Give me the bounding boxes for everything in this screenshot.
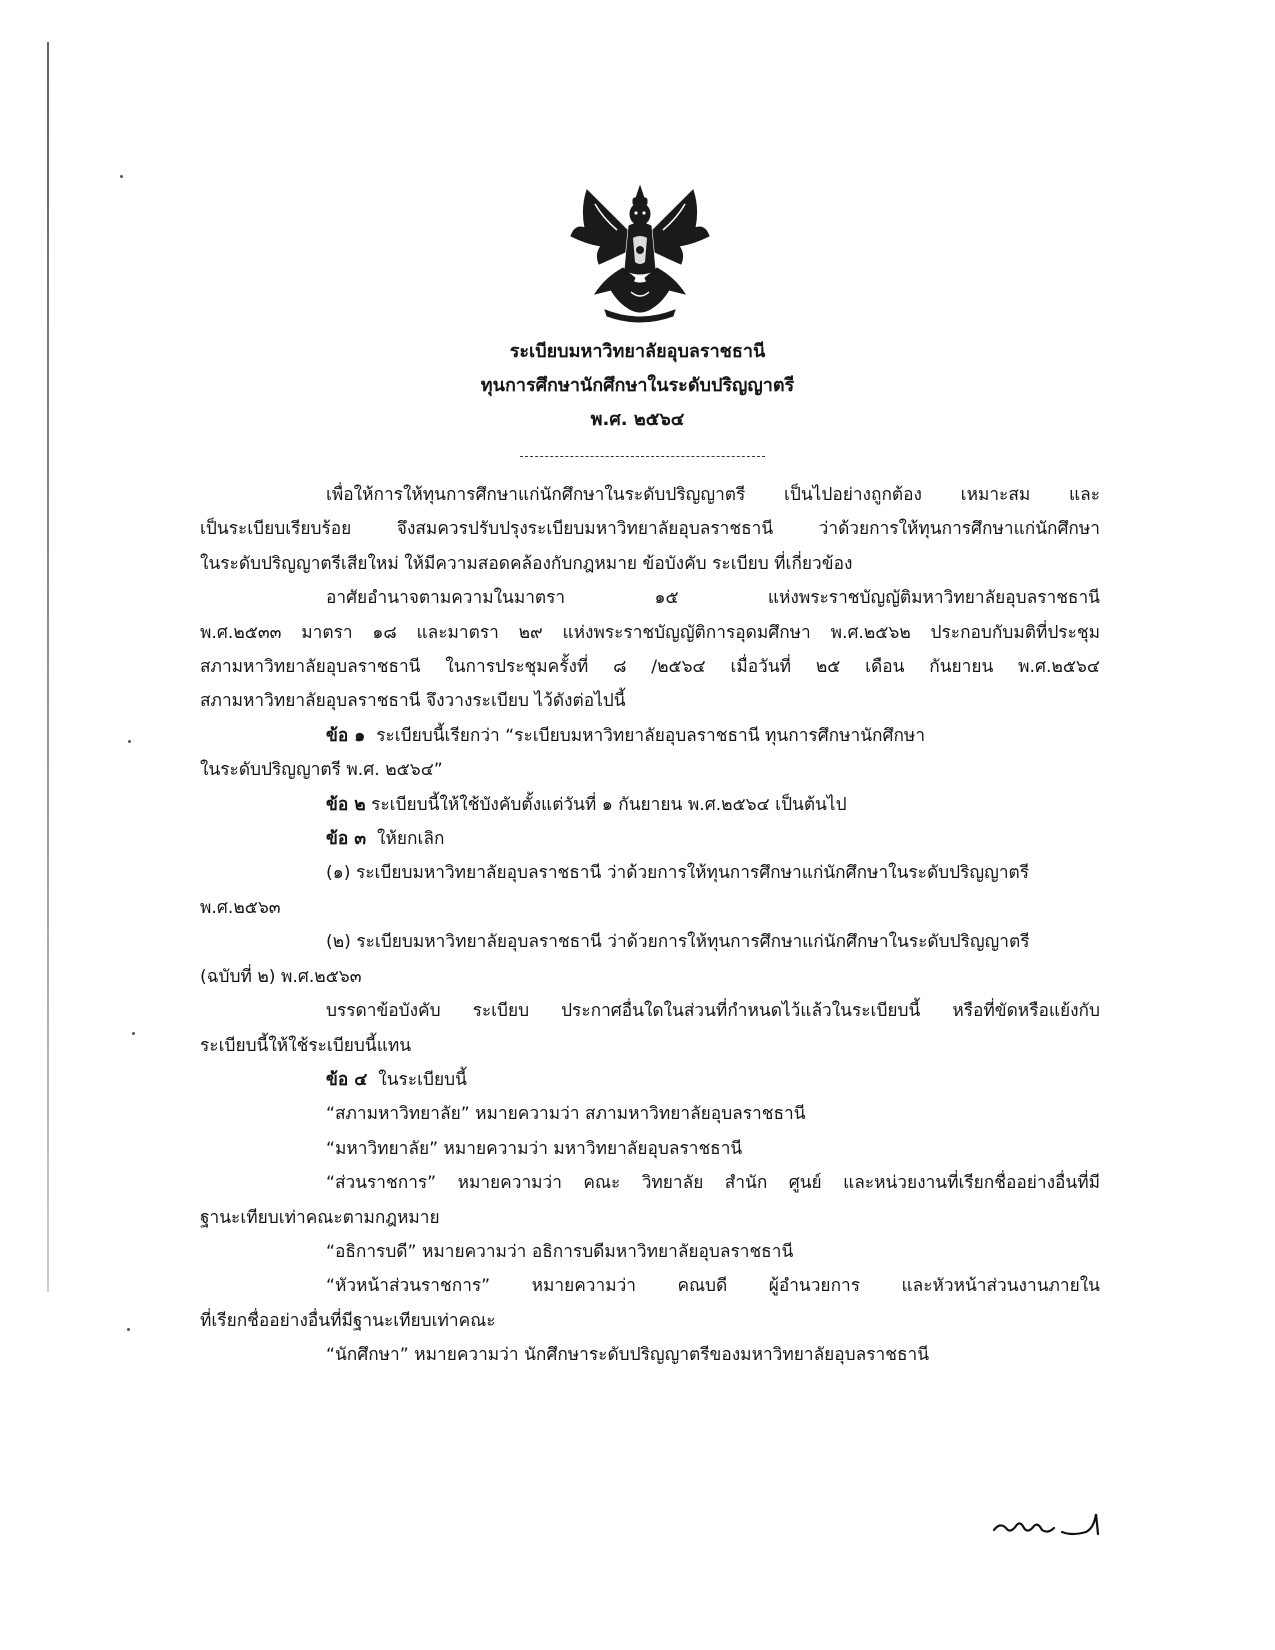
repeal-item-1: (๑) ระเบียบมหาวิทยาลัยอุบลราชธานี ว่าด้วยการให้ทุนการศึกษาแก่นักศึกษาในระดับปริญญาตรี	[326, 863, 1030, 884]
scan-speck	[132, 1032, 135, 1035]
clause-line: ในระดับปริญญาตรี พ.ศ. ๒๕๖๔”	[200, 760, 443, 781]
preamble-line: สภามหาวิทยาลัยอุบลราชธานี จึงวางระเบียบ ไว้ดังต่อไปนี้	[200, 691, 626, 712]
repeal-item-2-cont: (ฉบับที่ ๒) พ.ศ.๒๕๖๓	[200, 966, 362, 987]
definition-unit-cont: ฐานะเทียบเท่าคณะตามกฎหมาย	[200, 1207, 440, 1228]
preamble-line: เป็นระเบียบเรียบร้อย จึงสมควรปรับปรุงระเบียบมหาวิทยาลัยอุบลราชธานี ว่าด้วยการให้ทุนการศึกษาแก่นักศึกษา	[200, 519, 1100, 540]
document-body	[200, 478, 1100, 1373]
scan-edge-line	[47, 42, 49, 1292]
scan-speck	[128, 740, 131, 743]
title-line-1: ระเบียบมหาวิทยาลัยอุบลราชธานี	[509, 341, 766, 362]
repeal-note: บรรดาข้อบังคับ ระเบียบ ประกาศอื่นใดในส่วนที่กำหนดไว้แล้วในระเบียบนี้ หรือที่ขัดหรือแย้งกับ	[326, 1001, 1100, 1022]
handwritten-signature-icon	[990, 1500, 1105, 1548]
preamble-line: เพื่อให้การให้ทุนการศึกษาแก่นักศึกษาในระดับปริญญาตรี เป็นไปอย่างถูกต้อง เหมาะสม และ	[326, 485, 1100, 505]
definition-student: “นักศึกษา” หมายความว่า นักศึกษาระดับปริญญาตรีของมหาวิทยาลัยอุบลราชธานี	[326, 1345, 930, 1366]
clause-label: ข้อ ๔	[326, 1069, 368, 1090]
preamble-line: ในระดับปริญญาตรีเสียใหม่ ให้มีความสอดคล้องกับกฎหมาย ข้อบังคับ ระเบียบ ที่เกี่ยวข้อง	[200, 553, 853, 574]
definition-unit-head: “หัวหน้าส่วนราชการ” หมายความว่า คณบดี ผู้อำนวยการ และหัวหน้าส่วนงานภายใน	[326, 1276, 1100, 1297]
title-line-2: ทุนการศึกษานักศึกษาในระดับปริญญาตรี	[480, 375, 795, 396]
clause-text: ระเบียบนี้ให้ใช้บังคับตั้งแต่วันที่ ๑ กันยายน พ.ศ.๒๕๖๔ เป็นต้นไป	[371, 794, 847, 815]
definition-university: “มหาวิทยาลัย” หมายความว่า มหาวิทยาลัยอุบลราชธานี	[326, 1138, 743, 1159]
clause-text: ให้ยกเลิก	[377, 829, 445, 850]
repeal-item-2: (๒) ระเบียบมหาวิทยาลัยอุบลราชธานี ว่าด้วยการให้ทุนการศึกษาแก่นักศึกษาในระดับปริญญาตรี	[326, 932, 1030, 953]
clause-label: ข้อ ๓	[326, 829, 367, 850]
title-separator	[520, 456, 765, 457]
garuda-emblem-icon	[565, 178, 715, 326]
repeal-note-cont: ระเบียบนี้ให้ใช้ระเบียบนี้แทน	[200, 1035, 412, 1056]
clause-label: ข้อ ๒	[326, 794, 366, 815]
clause-text: ในระเบียบนี้	[378, 1069, 467, 1090]
definition-unit: “ส่วนราชการ” หมายความว่า คณะ วิทยาลัย สำนัก ศูนย์ และหน่วยงานที่เรียกชื่ออย่างอื่นที่มี	[326, 1173, 1100, 1194]
document-title	[0, 335, 1275, 437]
definition-unit-head-cont: ที่เรียกชื่ออย่างอื่นที่มีฐานะเทียบเท่าคณะ	[200, 1310, 496, 1331]
title-line-3: พ.ศ. ๒๕๖๔	[590, 409, 685, 430]
preamble-line: พ.ศ.๒๕๓๓ มาตรา ๑๘ และมาตรา ๒๙ แห่งพระราชบัญญัติการอุดมศึกษา พ.ศ.๒๕๖๒ ประกอบกับมติที่ประชุม	[200, 622, 1100, 643]
definition-president: “อธิการบดี” หมายความว่า อธิการบดีมหาวิทยาลัยอุบลราชธานี	[326, 1241, 794, 1262]
clause-3	[200, 822, 1100, 856]
clause-1	[200, 719, 1100, 753]
scan-speck	[127, 1328, 130, 1331]
definition-council: “สภามหาวิทยาลัย” หมายความว่า สภามหาวิทยาลัยอุบลราชธานี	[326, 1104, 806, 1125]
repeal-item-1-cont: พ.ศ.๒๕๖๓	[200, 897, 281, 918]
clause-2	[200, 788, 1100, 822]
preamble-line: อาศัยอำนาจตามความในมาตรา ๑๕ แห่งพระราชบัญญัติมหาวิทยาลัยอุบลราชธานี	[326, 588, 1100, 609]
scan-speck	[120, 175, 123, 178]
preamble-line: สภามหาวิทยาลัยอุบลราชธานี ในการประชุมครั้งที่ ๘ /๒๕๖๔ เมื่อวันที่ ๒๕ เดือน กันยายน พ.ศ.๒๕๖๔	[200, 657, 1100, 678]
clause-4	[200, 1063, 1100, 1097]
clause-text: ระเบียบนี้เรียกว่า “ระเบียบมหาวิทยาลัยอุบลราชธานี ทุนการศึกษานักศึกษา	[376, 725, 926, 746]
clause-label: ข้อ ๑	[326, 725, 366, 746]
